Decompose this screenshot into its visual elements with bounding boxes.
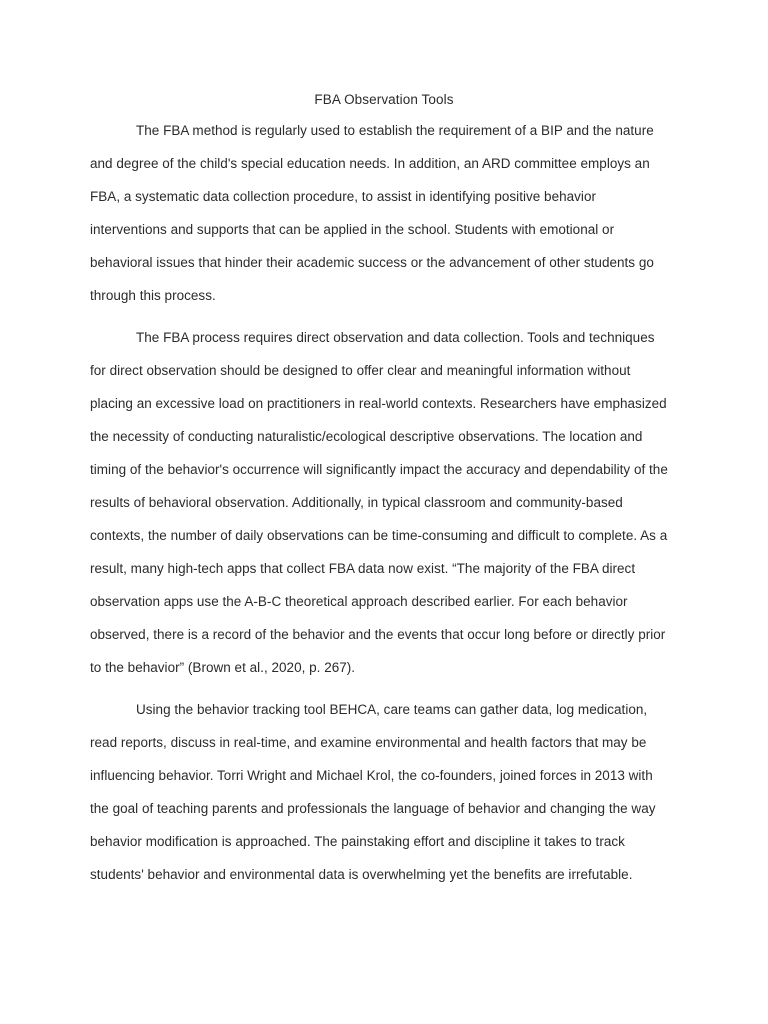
paragraph-2: The FBA process requires direct observation and data collection. Tools and techniques for direct observation should be designed to offer clear and meaningful information without placing an excessive load on practitioners in real-world contexts. Researchers have emphasized the necessity of conducting naturalistic/ecological descriptive observations. The location and timing of the behavior's occurrence will significantly impact the accuracy and dependability of the results of behavioral observation. Additionally, in typical classroom and community-based contexts, the number of daily observations can be time-consuming and difficult to complete. As a result, many high-tech apps that collect FBA data now exist. “The majority of the FBA direct observation apps use the A-B-C theoretical approach described earlier. For each behavior observed, there is a record of the behavior and the events that occur long before or directly prior to the behavior” (Brown et al., 2020, p. 267). — [90, 330, 668, 675]
paragraph-3: Using the behavior tracking tool BEHCA, care teams can gather data, log medication, read reports, discuss in real-time, and examine environmental and health factors that may be influencing behavior. Torri Wright and Michael Krol, the co-founders, joined forces in 2013 with the goal of teaching parents and professionals the language of behavior and changing the way behavior modification is approached. The painstaking effort and discipline it takes to track students' behavior and environmental data is overwhelming yet the benefits are irrefutable. — [90, 702, 656, 882]
document-title: FBA Observation Tools — [314, 92, 454, 107]
paragraph-1: The FBA method is regularly used to establish the requirement of a BIP and the nature and degree of the child's special education needs. In addition, an ARD committee employs an FBA, a systematic data collection procedure, to assist in identifying positive behavior interventions and supports that can be applied in the school. Students with emotional or behavioral issues that hinder their academic success or the advancement of other students go through this process. — [90, 123, 654, 303]
